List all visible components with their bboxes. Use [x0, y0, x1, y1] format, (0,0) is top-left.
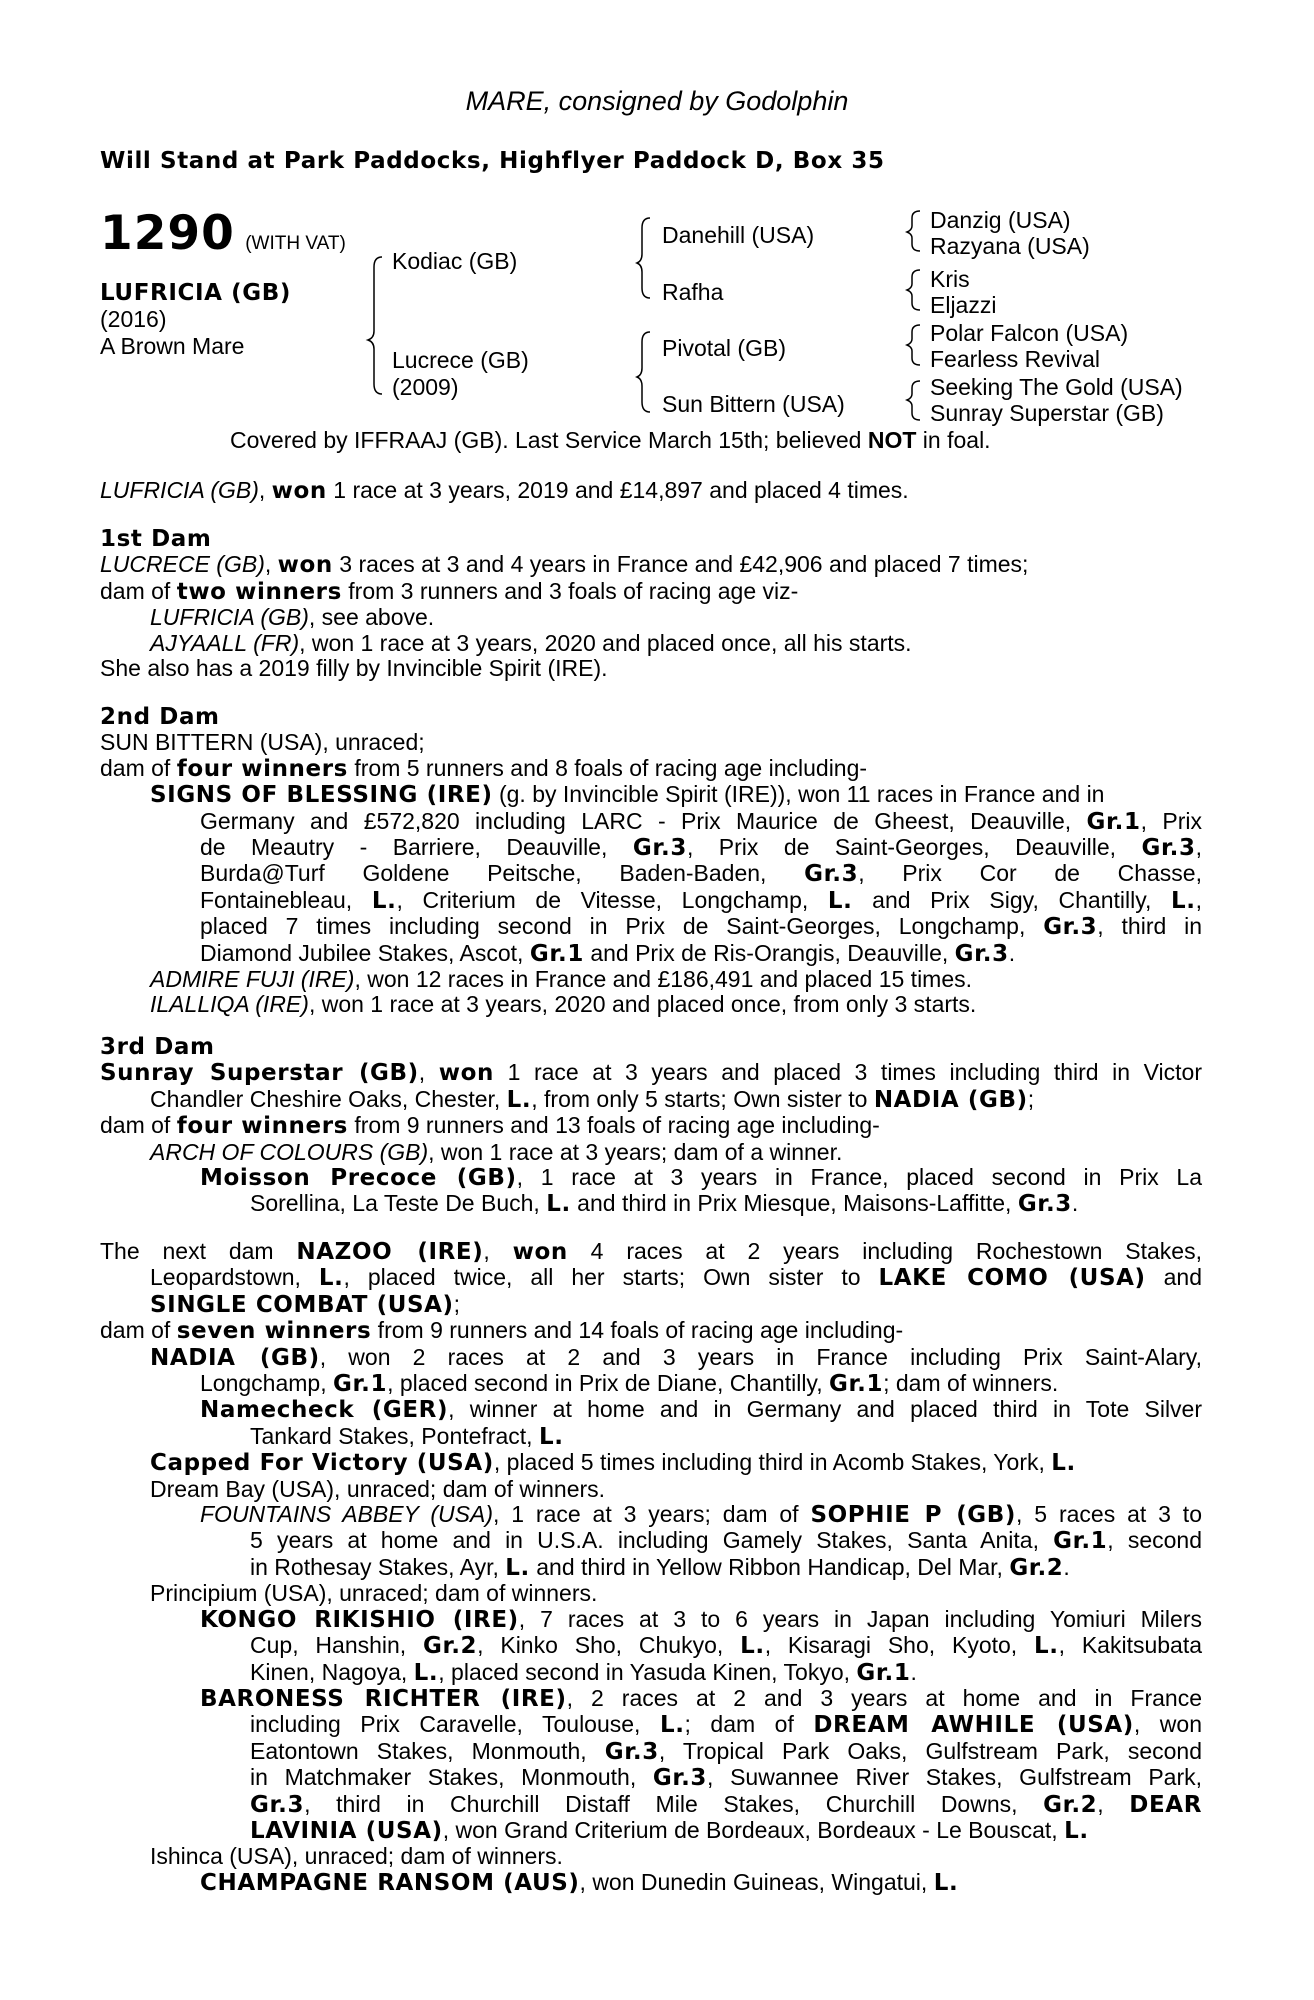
location-line: Will Stand at Park Paddocks, Highflyer Paddock D, Box 35	[100, 148, 885, 174]
bracket-sire-dam	[368, 257, 382, 394]
first-dam-section: 1st Dam LUCRECE (GB), won 3 races at 3 and 4 years in France and £42,906 and placed 7 times; dam of two winners from 3 runners and 3 foals of racing age viz- LUFRICIA (GB), see above. AJYAALL (FR), won 1 race at 3 years, 2020 and placed once, all his starts. She also has a 2019 filly by Invincible Spirit (IRE).	[100, 527, 1202, 681]
bracket-g2	[907, 270, 920, 310]
horse-name: LUFRICIA (GB)	[100, 280, 291, 306]
next-dam-section: The next dam NAZOO (IRE), won 4 races at 2 years including Rochestown Stakes, Leopardstown, L., placed twice, all her starts; Own sister to LAKE COMO (USA) and SINGLE COMBAT (USA); dam of seven winners from 9 runners and 14 foals of racing age including- NADIA (GB), won 2 races at 2 and 3 years in France including Prix Saint-Alary, Longchamp, Gr.1, placed second in Prix de Diane, Chantilly, Gr.1; dam of winners. Namecheck (GER), winner at home and in Germany and placed third in Tote Silver Tankard Stakes, Pontefract, L. Capped For Victory (USA), placed 5 times including third in Acomb Stakes, York, L. Dream Bay (USA), unraced; dam of winners. FOUNTAINS ABBEY (USA), 1 race at 3 years; dam of SOPHIE P (GB), 5 races at 3 to 5 years at home and in U.S.A. including Gamely Stakes, Santa Anita, Gr.1, second in Rothesay Stakes, Ayr, L. and third in Yellow Ribbon Handicap, Del Mar, Gr.2. Principium (USA), unraced; dam of winners. KONGO RIKISHIO (IRE), 7 races at 3 to 6 years in Japan including Yomiuri Milers Cup, Hanshin, Gr.2, Kinko Sho, Chukyo, L., Kisaragi Sho, Kyoto, L., Kakitsubata Kinen, Nagoya, L., placed second in Yasuda Kinen, Tokyo, Gr.1. BARONESS RICHTER (IRE), 2 races at 2 and 3 years at home and in France including Prix Caravelle, Toulouse, L.; dam of DREAM AWHILE (USA), won Eatontown Stakes, Monmouth, Gr.3, Tropical Park Oaks, Gulfstream Park, second in Matchmaker Stakes, Monmouth, Gr.3, Suwannee River Stakes, Gulfstream Park, Gr.3, third in Churchill Distaff Mile Stakes, Churchill Downs, Gr.2, DEAR LAVINIA (USA), won Grand Criterium de Bordeaux, Bordeaux - Le Bouscat, L. Ishinca (USA), unraced; dam of winners. CHAMPAGNE RANSOM (AUS), won Dunedin Guineas, Wingatui, L.	[100, 1238, 1203, 1896]
sire-dam: Rafha	[662, 279, 724, 305]
vat-note: (WITH VAT)	[245, 233, 346, 254]
bracket-dam	[637, 332, 650, 412]
grand-ancestor-6: Fearless Revival	[930, 346, 1100, 372]
grand-ancestor-3: Kris	[930, 266, 970, 292]
third-dam-section: 3rd Dam Sunray Superstar (GB), won 1 race at 3 years and placed 3 times including third in Victor Chandler Cheshire Oaks, Chester, L., from only 5 starts; Own sister to NADIA (GB); dam of four winners from 9 runners and 13 foals of racing age including- ARCH OF COLOURS (GB), won 1 race at 3 years; dam of a winner. Moisson Precoce (GB), 1 race at 3 years in France, placed second in Prix La Sorellina, La Teste De Buch, L. and third in Prix Miesque, Maisons-Laffitte, Gr.3.	[100, 1034, 1203, 1218]
lot-number: 1290	[100, 206, 235, 261]
grand-ancestor-1: Danzig (USA)	[930, 207, 1071, 233]
covered-line: Covered by IFFRAAJ (GB). Last Service March 15th; believed NOT in foal.	[230, 427, 991, 453]
dam-dam: Sun Bittern (USA)	[662, 391, 845, 417]
race-record: LUFRICIA (GB), won 1 race at 3 years, 2019 and £14,897 and placed 4 times.	[100, 477, 909, 504]
sire-sire: Danehill (USA)	[662, 222, 815, 248]
foaling-year: (2016)	[100, 306, 167, 332]
dam-year: (2009)	[392, 374, 459, 400]
horse-description: A Brown Mare	[100, 333, 245, 359]
grand-ancestor-8: Sunray Superstar (GB)	[930, 400, 1164, 426]
grand-ancestor-2: Razyana (USA)	[930, 233, 1090, 259]
bracket-sire	[637, 218, 650, 298]
bracket-g1	[907, 211, 920, 251]
grand-ancestor-5: Polar Falcon (USA)	[930, 320, 1129, 346]
first-dam-heading: 1st Dam	[100, 526, 212, 552]
grand-ancestor-4: Eljazzi	[930, 292, 997, 318]
dam: Lucrece (GB)	[392, 347, 529, 373]
second-dam-section: 2nd Dam SUN BITTERN (USA), unraced; dam of four winners from 5 runners and 8 foals of racing age including- SIGNS OF BLESSING (IRE) (g. by Invincible Spirit (IRE)), won 11 races in France and in Germany and £572,820 including LARC - Prix Maurice de Gheest, Deauville, Gr.1, Prix de Meautry - Barriere, Deauville, Gr.3, Prix de Saint-Georges, Deauville, Gr.3, Burda@Turf Goldene Peitsche, Baden-Baden, Gr.3, Prix Cor de Chasse, Fontainebleau, L., Criterium de Vitesse, Longchamp, L. and Prix Sigy, Chantilly, L., placed 7 times including second in Prix de Saint-Georges, Longchamp, Gr.3, third in Diamond Jubilee Stakes, Ascot, Gr.1 and Prix de Ris-Orangis, Deauville, Gr.3. ADMIRE FUJI (IRE), won 12 races in France and £186,491 and placed 15 times. ILALLIQA (IRE), won 1 race at 3 years, 2020 and placed once, from only 3 starts.	[100, 704, 1203, 1018]
sire: Kodiac (GB)	[392, 248, 518, 274]
grand-ancestor-7: Seeking The Gold (USA)	[930, 374, 1183, 400]
bracket-g3	[907, 325, 920, 365]
consignment-line: MARE, consigned by Godolphin	[465, 86, 849, 116]
bracket-g4	[907, 381, 920, 420]
not-in-foal-flag: NOT	[867, 427, 917, 453]
third-dam-heading: 3rd Dam	[100, 1034, 215, 1060]
second-dam-heading: 2nd Dam	[100, 704, 220, 730]
dam-sire: Pivotal (GB)	[662, 335, 786, 361]
